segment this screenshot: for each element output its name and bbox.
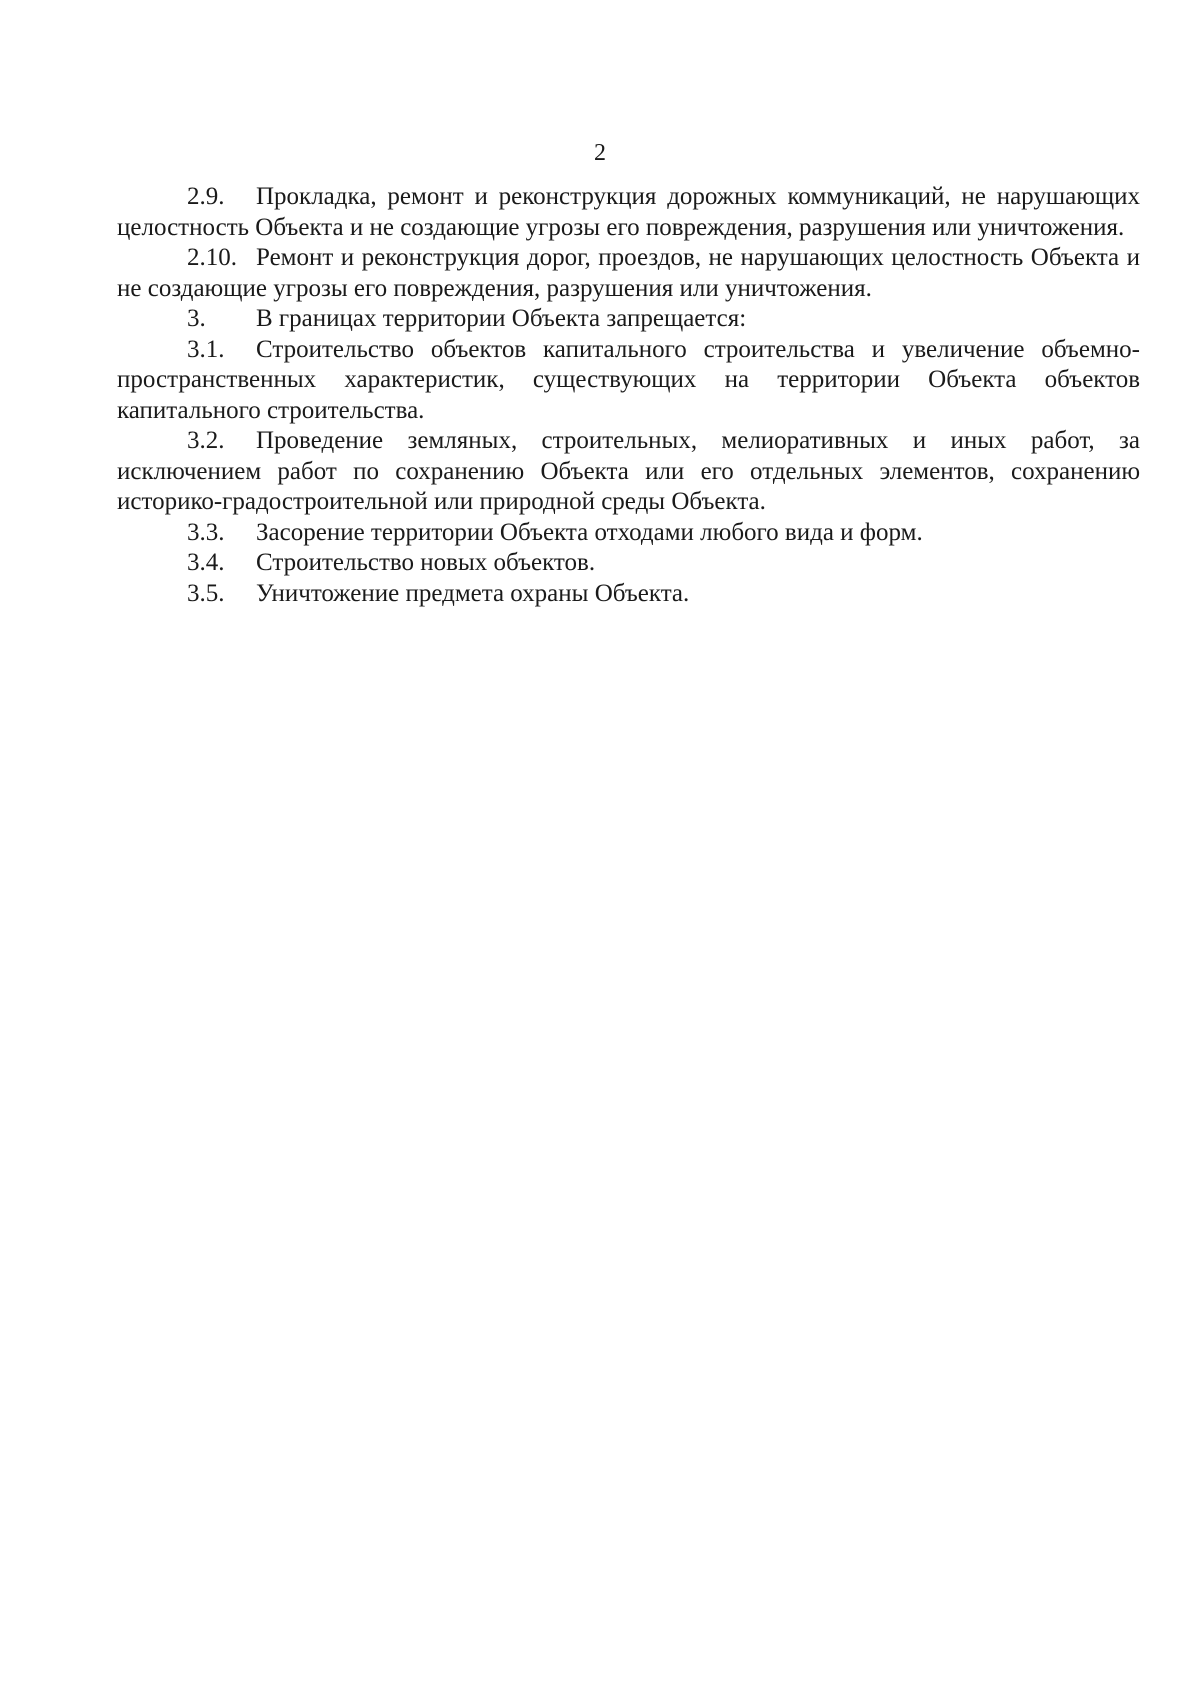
paragraph-text: Засорение территории Объекта отходами любого вида и форм. xyxy=(256,518,923,546)
paragraph-3 xyxy=(117,304,1140,335)
paragraph-number: 3.4. xyxy=(187,549,225,576)
paragraph-2-10 xyxy=(117,243,1140,304)
paragraph-number: 3.5. xyxy=(187,579,225,607)
paragraph-number: 3.2. xyxy=(187,427,225,454)
paragraph-number: 2.10. xyxy=(187,244,237,271)
paragraph-text: Строительство новых объектов. xyxy=(256,549,596,576)
paragraph-number: 3.1. xyxy=(187,335,225,363)
paragraph-3-2 xyxy=(117,426,1140,518)
page-number: 2 xyxy=(594,140,606,166)
paragraph-text: Проведение земляных, строительных, мелиоративных и иных работ, за исключением работ по сохранению Объекта или его отдельных элементов, сохранению историко-градостроительной или природной среды Объекта. xyxy=(117,427,1140,515)
paragraph-number: 3.3. xyxy=(187,518,225,546)
paragraph-3-1 xyxy=(117,335,1140,427)
paragraph-number: 2.9. xyxy=(187,183,225,210)
paragraph-2-9 xyxy=(117,182,1140,243)
paragraph-text: Прокладка, ремонт и реконструкция дорожных коммуникаций, не нарушающих целостность Объекта и не создающие угрозы его повреждения, разрушения или уничтожения. xyxy=(117,183,1140,241)
paragraph-text: Ремонт и реконструкция дорог, проездов, не нарушающих целостность Объекта и не создающие угрозы его повреждения, разрушения или уничтожения. xyxy=(117,244,1140,302)
paragraph-number: 3. xyxy=(187,305,206,332)
paragraph-3-5 xyxy=(117,579,1140,610)
paragraph-3-4 xyxy=(117,548,1140,579)
paragraph-text: В границах территории Объекта запрещается: xyxy=(256,305,747,332)
paragraph-text: Уничтожение предмета охраны Объекта. xyxy=(256,579,690,607)
paragraph-text: Строительство объектов капитального строительства и увеличение объемно-пространственных характеристик, существующих на территории Объекта объектов капитального строительства. xyxy=(117,335,1140,424)
document-body xyxy=(117,182,1140,609)
paragraph-3-3 xyxy=(117,518,1140,549)
